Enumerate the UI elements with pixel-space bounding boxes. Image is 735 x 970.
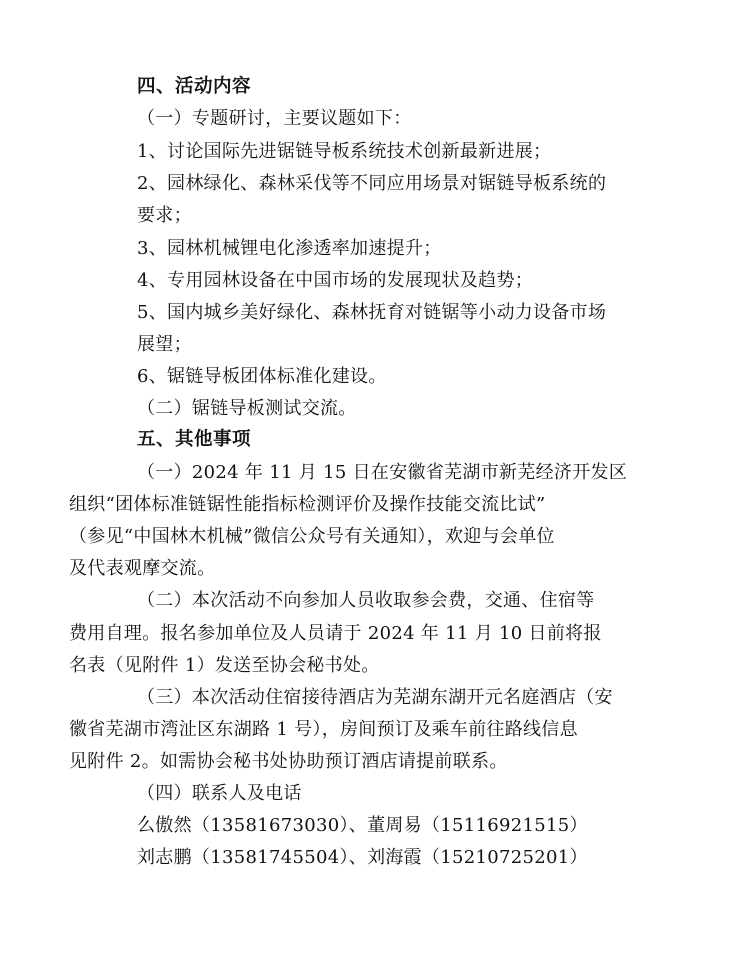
topic-item-2: 2、园林绿化、森林采伐等不同应用场景对锯链导板系统的 [137,173,607,194]
contacts-line-1: 么傲然（13581673030）、董周易（15116921515） [137,815,588,836]
other-para-2-line-1: （二）本次活动不向参加人员收取参会费，交通、住宿等 [137,590,595,611]
topic-item-3: 3、园林机械锂电化渗透率加速提升； [137,238,442,259]
other-para-2-line-3: 名表（见附件 1）发送至协会秘书处。 [69,655,380,676]
section-4-sub-2: （二）锯链导板测试交流。 [137,398,357,419]
topic-item-5: 5、国内城乡美好绿化、森林抚育对链锯等小动力设备市场 [137,302,607,323]
other-para-1-line-4: 及代表观摩交流。 [69,558,216,579]
topic-item-1: 1、讨论国际先进锯链导板系统技术创新最新进展； [137,141,552,162]
topic-item-2-cont: 要求； [137,205,192,226]
other-para-3-line-1: （三）本次活动住宿接待酒店为芜湖东湖开元名庭酒店（安 [137,687,613,708]
other-para-1-line-2: 组织“团体标准链锯性能指标检测评价及操作技能交流比试” [69,494,546,515]
other-para-1-line-1: （一）2024 年 11 月 15 日在安徽省芜湖市新芜经济开发区 [137,462,628,483]
topic-item-5-cont: 展望； [137,334,192,355]
other-para-2-line-2: 费用自理。报名参加单位及人员请于 2024 年 11 月 10 日前将报 [69,623,602,644]
other-para-3-line-2: 徽省芜湖市湾沚区东湖路 1 号），房间预订及乘车前往路线信息 [69,719,578,740]
section-4-heading: 四、活动内容 [137,76,252,97]
topic-item-4: 4、专用园林设备在中国市场的发展现状及趋势； [137,270,534,291]
other-para-1-line-3: （参见“中国林木机械”微信公众号有关通知），欢迎与会单位 [69,526,555,547]
section-5-heading: 五、其他事项 [137,429,252,450]
contacts-line-2: 刘志鹏（13581745504）、刘海霞（15210725201） [137,847,588,868]
other-para-3-line-3: 见附件 2。如需协会秘书处协助预订酒店请提前联系。 [69,751,508,772]
topic-item-6: 6、锯链导板团体标准化建设。 [137,366,387,387]
section-4-sub-1: （一）专题研讨，主要议题如下： [137,108,412,129]
contacts-title: （四）联系人及电话 [137,783,302,804]
